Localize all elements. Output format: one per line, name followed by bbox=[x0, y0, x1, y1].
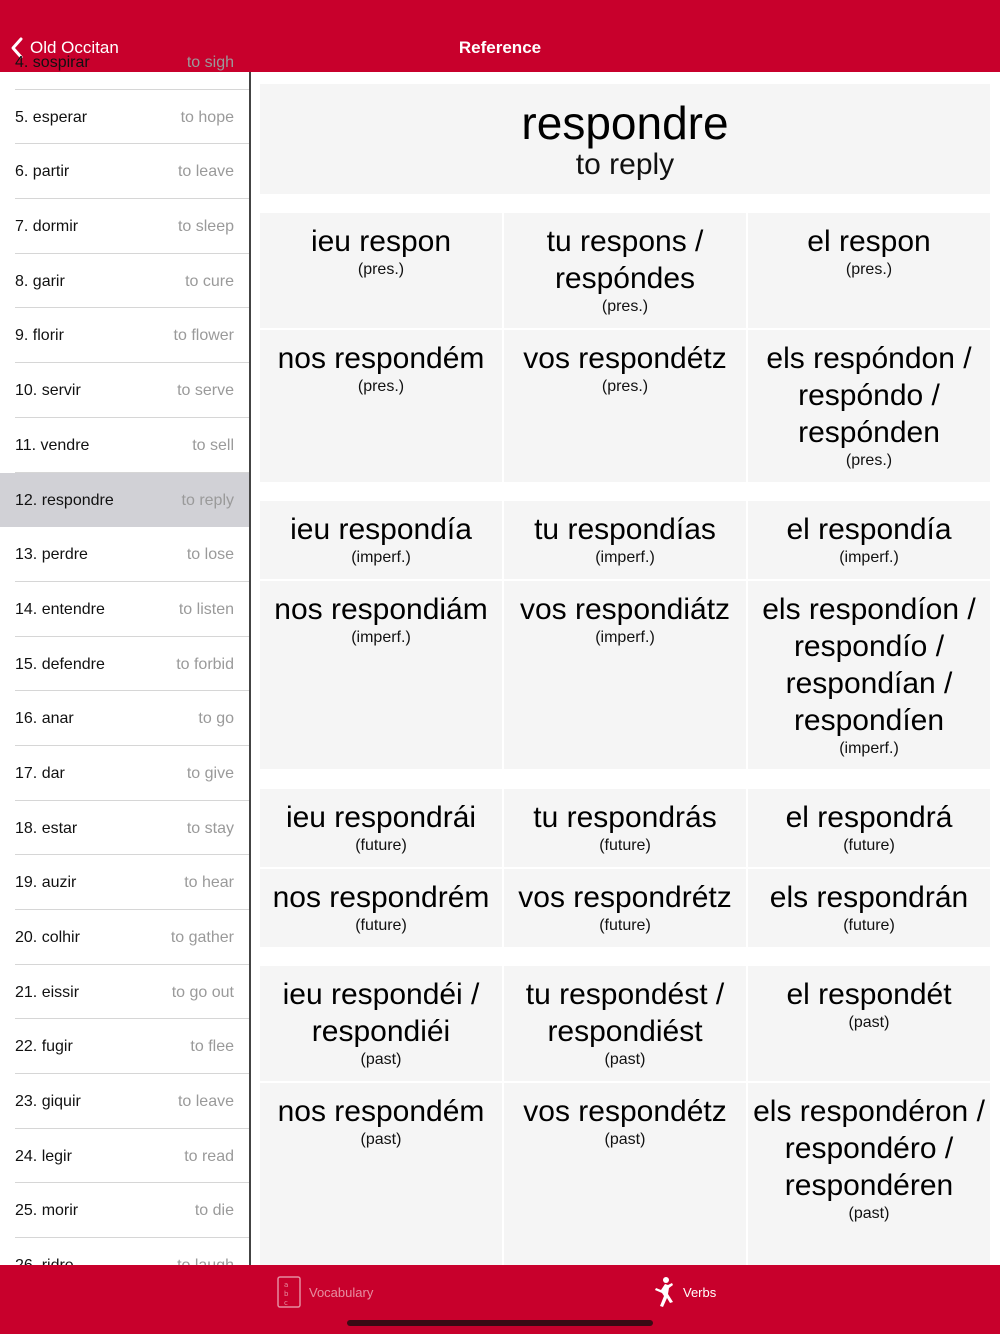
list-item-gloss: to leave bbox=[177, 163, 234, 181]
verb-gloss: to reply bbox=[575, 148, 675, 181]
conj-cell bbox=[748, 966, 990, 1081]
conj-form: tu respons / respóndes bbox=[546, 225, 704, 295]
list-item[interactable] bbox=[15, 965, 249, 1020]
list-item-verb: 22. fugir bbox=[15, 1038, 73, 1056]
tab-verbs[interactable] bbox=[653, 1275, 716, 1309]
conjugation-panel[interactable] bbox=[251, 72, 1000, 1265]
conj-form: tu respondrás bbox=[533, 801, 717, 834]
conj-form: els respondíon / respondío / respondían / respondíen bbox=[762, 593, 976, 737]
conj-form: ieu respondéi / respondiéi bbox=[282, 978, 480, 1048]
list-item-gloss: to die bbox=[194, 1202, 234, 1220]
list-item-gloss: to hear bbox=[184, 874, 234, 892]
conj-cell bbox=[748, 330, 990, 482]
conj-form: els respondéron / respondéro / respondéren bbox=[753, 1095, 985, 1202]
tense-tag: (imperf.) bbox=[351, 549, 411, 566]
list-item-verb: 21. eissir bbox=[15, 983, 80, 1001]
conj-form: ieu respondía bbox=[290, 513, 472, 546]
tense-tag: (past) bbox=[604, 1051, 646, 1068]
list-item[interactable] bbox=[15, 801, 249, 856]
conj-form: nos respondrém bbox=[272, 881, 490, 914]
tense-tag: (past) bbox=[360, 1051, 402, 1068]
tense-tag: (imperf.) bbox=[595, 629, 655, 646]
conj-cell bbox=[748, 501, 990, 579]
list-item[interactable] bbox=[15, 746, 249, 801]
svg-text:b: b bbox=[284, 1290, 289, 1298]
tense-tag: (imperf.) bbox=[839, 549, 899, 566]
list-item[interactable] bbox=[15, 910, 249, 965]
list-item-verb: 17. dar bbox=[15, 764, 65, 782]
conj-form: vos respondétz bbox=[523, 342, 727, 375]
verb-infinitive: respondre bbox=[521, 97, 729, 149]
list-item[interactable] bbox=[15, 308, 249, 363]
tense-tag: (pres.) bbox=[845, 452, 893, 469]
list-item[interactable] bbox=[15, 691, 249, 746]
list-item[interactable] bbox=[15, 1074, 249, 1129]
conj-cell bbox=[260, 789, 502, 867]
svg-text:a: a bbox=[284, 1281, 289, 1289]
conj-form: vos respondétz bbox=[523, 1095, 727, 1128]
conj-form: nos respondém bbox=[277, 1095, 485, 1128]
list-item-gloss: to sigh bbox=[186, 54, 234, 71]
conj-cell bbox=[504, 330, 746, 482]
conj-cell bbox=[504, 966, 746, 1081]
conj-form: vos respondrétz bbox=[518, 881, 732, 914]
list-item[interactable] bbox=[15, 363, 249, 418]
list-item[interactable] bbox=[15, 637, 249, 692]
conj-cell bbox=[504, 869, 746, 947]
list-item-gloss: to lose bbox=[186, 546, 234, 564]
list-item-gloss: to serve bbox=[177, 382, 234, 400]
conj-form: tu respondías bbox=[534, 513, 716, 546]
list-item-verb: 4. sospirar bbox=[15, 54, 90, 71]
conj-cell bbox=[260, 330, 502, 482]
conj-cell bbox=[260, 501, 502, 579]
tense-tag: (future) bbox=[843, 917, 895, 934]
conj-cell bbox=[748, 213, 990, 328]
conj-form: ieu respon bbox=[310, 225, 452, 258]
list-item-gloss: to flee bbox=[190, 1038, 234, 1056]
tense-tag: (imperf.) bbox=[839, 740, 899, 757]
tense-grid-present bbox=[260, 213, 990, 482]
list-item-verb: 25. morir bbox=[15, 1202, 79, 1220]
list-item[interactable] bbox=[15, 144, 249, 199]
list-item-verb: 11. vendre bbox=[15, 436, 90, 454]
list-item-verb: 18. estar bbox=[15, 819, 78, 837]
vocabulary-book-icon bbox=[277, 1276, 301, 1308]
list-item-verb: 16. anar bbox=[15, 710, 74, 728]
conj-form: vos respondiátz bbox=[519, 593, 731, 626]
discus-thrower-icon bbox=[653, 1276, 675, 1308]
tense-tag: (past) bbox=[848, 1014, 890, 1031]
home-indicator[interactable] bbox=[347, 1320, 653, 1326]
verb-header bbox=[260, 84, 990, 194]
conj-form: ieu respondrái bbox=[285, 801, 477, 834]
conj-cell bbox=[748, 789, 990, 867]
tab-vocabulary-label: Vocabulary bbox=[309, 1284, 374, 1300]
conj-cell bbox=[260, 213, 502, 328]
tense-tag: (pres.) bbox=[357, 378, 405, 395]
list-item[interactable] bbox=[0, 473, 249, 528]
tense-tag: (imperf.) bbox=[595, 549, 655, 566]
list-item-gloss: to listen bbox=[178, 600, 234, 618]
list-item-verb: 10. servir bbox=[15, 382, 81, 400]
list-item[interactable] bbox=[15, 855, 249, 910]
conj-form: el respon bbox=[807, 225, 931, 258]
list-item-verb: 5. esperar bbox=[15, 108, 88, 126]
list-item-verb: 15. defendre bbox=[15, 655, 105, 673]
list-item-verb: 7. dormir bbox=[15, 218, 79, 236]
conj-cell bbox=[260, 1083, 502, 1283]
list-item-verb: 14. entendre bbox=[15, 600, 105, 618]
conj-form: el respondrá bbox=[785, 801, 953, 834]
tense-tag: (pres.) bbox=[601, 298, 649, 315]
back-button-label: Old Occitan bbox=[30, 38, 119, 57]
list-item-gloss: to flower bbox=[173, 327, 234, 345]
verb-list bbox=[0, 35, 249, 1293]
tense-tag: (past) bbox=[604, 1131, 646, 1148]
list-item-verb: 8. garir bbox=[15, 272, 65, 290]
list-item[interactable] bbox=[15, 418, 249, 473]
list-item-verb: 24. legir bbox=[15, 1147, 72, 1165]
tab-verbs-label: Verbs bbox=[683, 1284, 717, 1300]
conj-form: el respondía bbox=[786, 513, 952, 546]
list-item-gloss: to leave bbox=[177, 1093, 234, 1111]
list-item[interactable] bbox=[15, 35, 249, 90]
verb-list-sidebar[interactable] bbox=[0, 54, 249, 1265]
conj-cell bbox=[260, 581, 502, 769]
conj-cell bbox=[504, 581, 746, 769]
conj-form: nos respondém bbox=[277, 342, 485, 375]
conj-cell bbox=[748, 1083, 990, 1283]
tense-tag: (past) bbox=[360, 1131, 402, 1148]
list-item-verb: 9. florir bbox=[15, 327, 64, 345]
tense-tag: (pres.) bbox=[357, 261, 405, 278]
conj-form: els respóndon / respóndo / respónden bbox=[766, 342, 972, 449]
tense-tag: (pres.) bbox=[845, 261, 893, 278]
list-item-gloss: to cure bbox=[185, 272, 234, 290]
conj-cell bbox=[504, 213, 746, 328]
tense-tag: (future) bbox=[599, 837, 651, 854]
list-item[interactable] bbox=[15, 582, 249, 637]
list-item[interactable] bbox=[15, 199, 249, 254]
svg-text:c: c bbox=[284, 1299, 288, 1307]
list-item-gloss: to go out bbox=[171, 983, 234, 1001]
list-item[interactable] bbox=[15, 1183, 249, 1238]
tense-tag: (imperf.) bbox=[351, 629, 411, 646]
list-item-gloss: to read bbox=[184, 1147, 234, 1165]
tense-tag: (future) bbox=[355, 917, 407, 934]
conj-cell bbox=[748, 869, 990, 947]
list-item-gloss: to stay bbox=[186, 819, 234, 837]
tense-tag: (future) bbox=[355, 837, 407, 854]
conj-cell bbox=[748, 581, 990, 769]
tab-vocabulary[interactable] bbox=[277, 1275, 373, 1309]
list-item-verb: 23. giquir bbox=[15, 1093, 81, 1111]
list-item[interactable] bbox=[15, 90, 249, 145]
conj-cell bbox=[504, 1083, 746, 1283]
tense-tag: (past) bbox=[848, 1205, 890, 1222]
conj-form: nos respondiám bbox=[274, 593, 488, 626]
tense-tag: (future) bbox=[599, 917, 651, 934]
page-title: Reference bbox=[458, 38, 542, 57]
list-item-gloss: to sell bbox=[192, 436, 234, 454]
list-item-gloss: to reply bbox=[181, 491, 234, 509]
list-item-gloss: to gather bbox=[170, 929, 234, 946]
conj-form: el respondét bbox=[786, 978, 952, 1011]
list-item[interactable] bbox=[15, 254, 249, 309]
list-item-gloss: to forbid bbox=[176, 655, 234, 673]
list-item-verb: 20. colhir bbox=[15, 929, 80, 946]
list-item-verb: 12. respondre bbox=[15, 491, 114, 509]
tense-grid-future bbox=[260, 789, 990, 947]
conj-cell bbox=[260, 966, 502, 1081]
list-item-verb: 6. partir bbox=[15, 163, 70, 181]
conj-cell bbox=[504, 501, 746, 579]
list-item-verb: 13. perdre bbox=[15, 546, 88, 564]
tense-grid-imperfect bbox=[260, 501, 990, 769]
list-item-gloss: to go bbox=[198, 710, 234, 728]
tense-tag: (pres.) bbox=[601, 378, 649, 395]
tense-tag: (future) bbox=[843, 837, 895, 854]
list-item[interactable] bbox=[15, 1129, 249, 1184]
list-item-gloss: to hope bbox=[180, 108, 234, 126]
list-item[interactable] bbox=[15, 527, 249, 582]
conj-cell bbox=[260, 869, 502, 947]
list-item-gloss: to sleep bbox=[177, 218, 234, 236]
tense-grid-past bbox=[260, 966, 990, 1283]
list-item-gloss: to give bbox=[186, 764, 234, 782]
list-item[interactable] bbox=[15, 1019, 249, 1074]
conj-form: tu respondést / respondiést bbox=[525, 978, 725, 1048]
conj-form: els respondrán bbox=[769, 881, 969, 914]
list-item-verb: 19. auzir bbox=[15, 874, 77, 892]
conj-cell bbox=[504, 789, 746, 867]
